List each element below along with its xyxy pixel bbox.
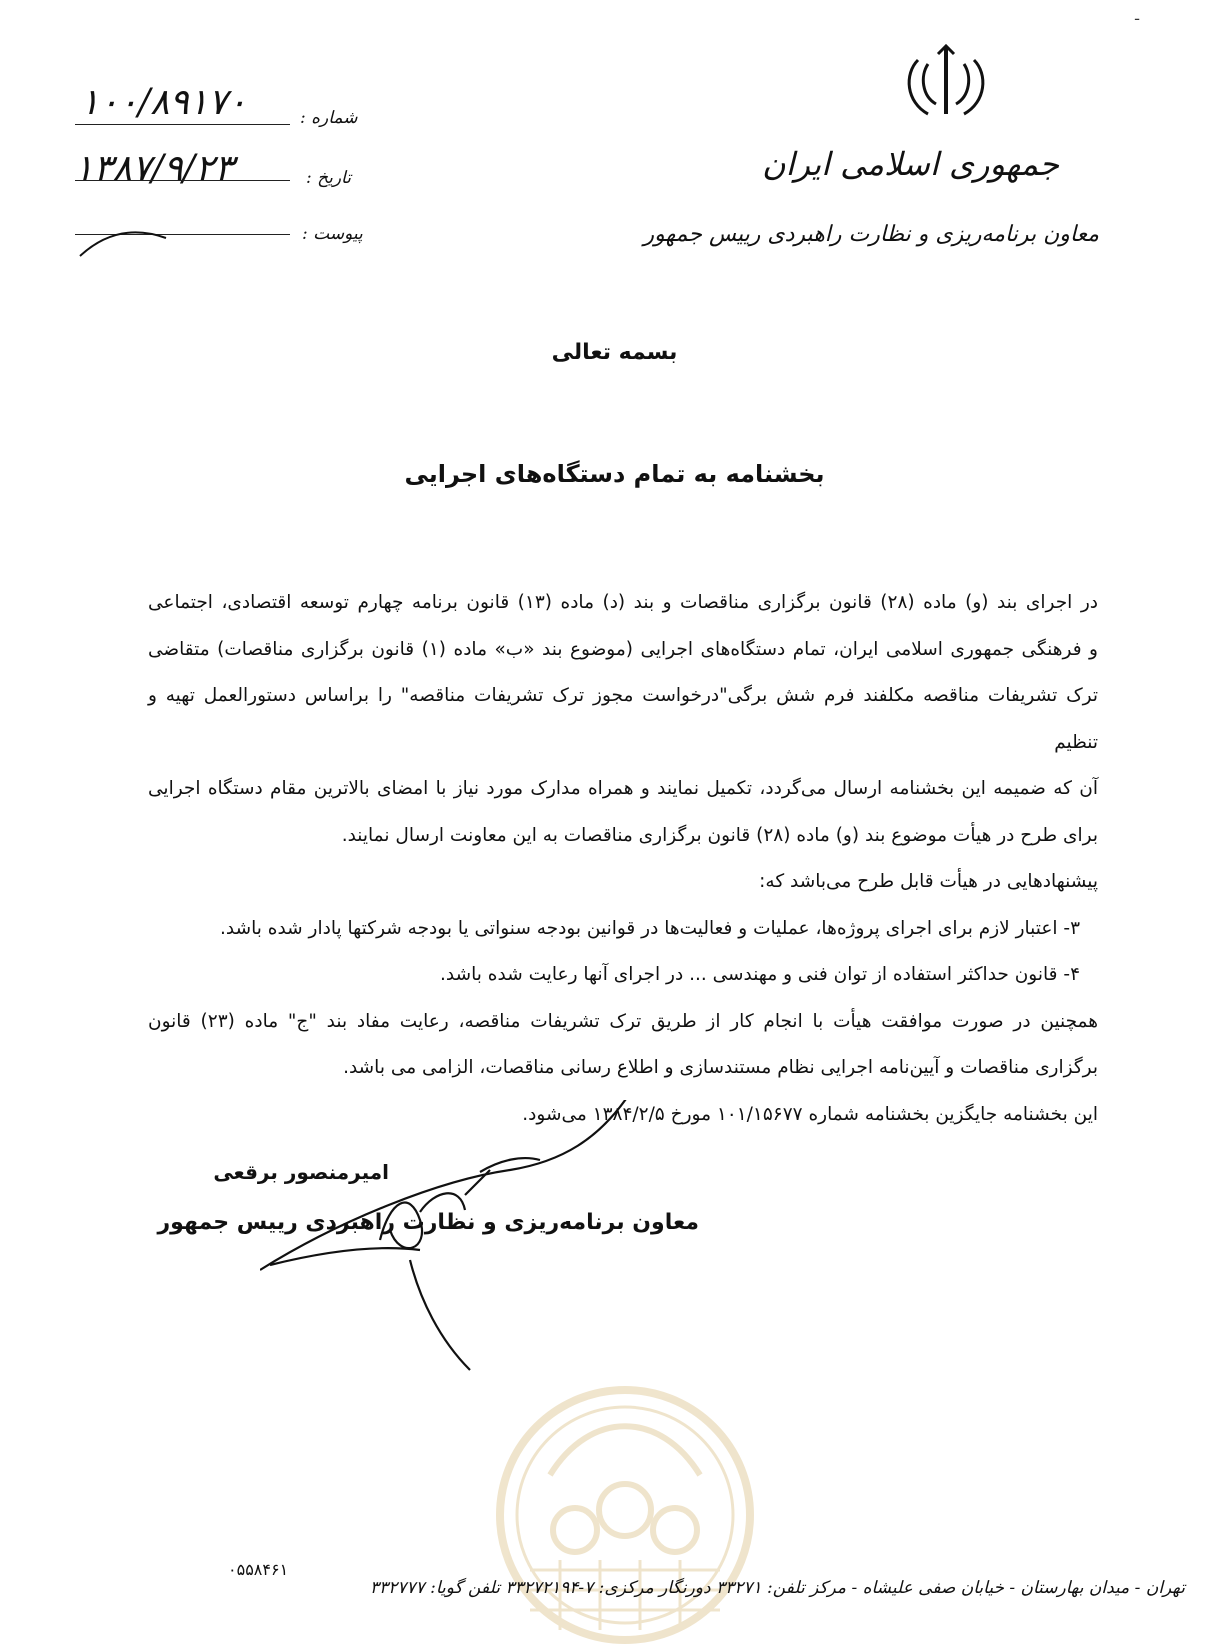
government-title: جمهوری اسلامی ایران: [762, 145, 1059, 183]
watermark-logo-icon: [490, 1380, 760, 1650]
signer-title: معاون برنامه‌ریزی و نظارت راهبردی رییس جمهور: [157, 1210, 699, 1235]
list-item: ۴- قانون حداکثر استفاده از توان فنی و مهندسی ... در اجرای آنها رعایت شده باشد.: [440, 964, 1080, 985]
letter-body: [148, 580, 1098, 1138]
signer-name: امیرمنصور برقعی: [213, 1160, 389, 1184]
iran-emblem-icon: [898, 40, 994, 124]
body-line: آن که ضمیمه این بخشنامه ارسال می‌گردد، تکمیل نمایند و همراه مدارک مورد نیاز با امضای بالاترین مقام دستگاه اجرایی: [148, 778, 1098, 799]
date-label: تاریخ :: [306, 168, 351, 188]
body-line: برای طرح در هیأت موضوع بند (و) ماده (۲۸) قانون برگزاری مناقصات به این معاونت ارسال نمایند.: [341, 824, 1098, 846]
footer-address: تهران - میدان بهارستان - خیابان صفی علیشاه - مرکز تلفن: ۳۳۲۷۱ دورنگار مرکزی: ۷-۳۳۲۷۲۱۹۴ تلفن گویا: ۳۳۲۷۷۷: [369, 1578, 1185, 1598]
number-underline: [75, 124, 290, 125]
body-line: این بخشنامه جایگزین بخشنامه شماره ۱۰۱/۱۵۶۷۷ مورخ ۱۳۸۴/۲/۵ می‌شود.: [522, 1103, 1098, 1125]
body-line: ترک تشریفات مناقصه مکلفند فرم شش برگی"درخواست مجوز ترک تشریفات مناقصه" را براساس دستورالعمل تهیه و تنظیم: [148, 685, 1098, 753]
attachment-label: پیوست :: [302, 224, 363, 244]
circular-title: بخشنامه به تمام دستگاه‌های اجرایی: [404, 460, 825, 488]
body-line: و فرهنگی جمهوری اسلامی ایران، تمام دستگاه‌های اجرایی (موضوع بند «ب» ماده (۱) قانون برگزاری مناقصات) متقاضی: [148, 638, 1098, 660]
body-line: پیشنهادهایی در هیأت قابل طرح می‌باشد که:: [759, 871, 1098, 892]
number-value: ۱۰۰/۸۹۱۷۰: [80, 82, 247, 123]
body-line: همچنین در صورت موافقت هیأت با انجام کار از طریق ترک تشریفات مناقصه، رعایت مفاد بند "ج" ماده (۲۳) قانون: [148, 1010, 1098, 1032]
attachment-dash-scribble: [78, 222, 168, 262]
invocation: بسمه تعالی: [551, 340, 678, 365]
body-line: در اجرای بند (و) ماده (۲۸) قانون برگزاری مناقصات و بند (د) ماده (۱۳) قانون برنامه چهارم توسعه اقتصادی، اجتماعی: [148, 592, 1098, 613]
number-label: شماره :: [300, 108, 358, 128]
body-line: برگزاری مناقصات و آیین‌نامه اجرایی نظام مستندسازی و اطلاع رسانی مناقصات، الزامی می باشد.: [343, 1057, 1098, 1078]
date-underline: [75, 180, 290, 181]
footer-code: ۰۵۵۸۴۶۱: [228, 1560, 289, 1579]
list-item: ۳- اعتبار لازم برای اجرای پروژه‌ها، عملیات و فعالیت‌ها در قوانین بودجه سنواتی یا بودجه شرکتها پادار شده باشد.: [220, 917, 1080, 939]
office-title: معاون برنامه‌ریزی و نظارت راهبردی رییس جمهور: [643, 222, 1099, 247]
handwritten-signature: [260, 1100, 680, 1380]
date-value: ۱۳۸۷/۹/۲۳: [74, 148, 234, 189]
corner-mark: ـ: [1135, 8, 1140, 24]
